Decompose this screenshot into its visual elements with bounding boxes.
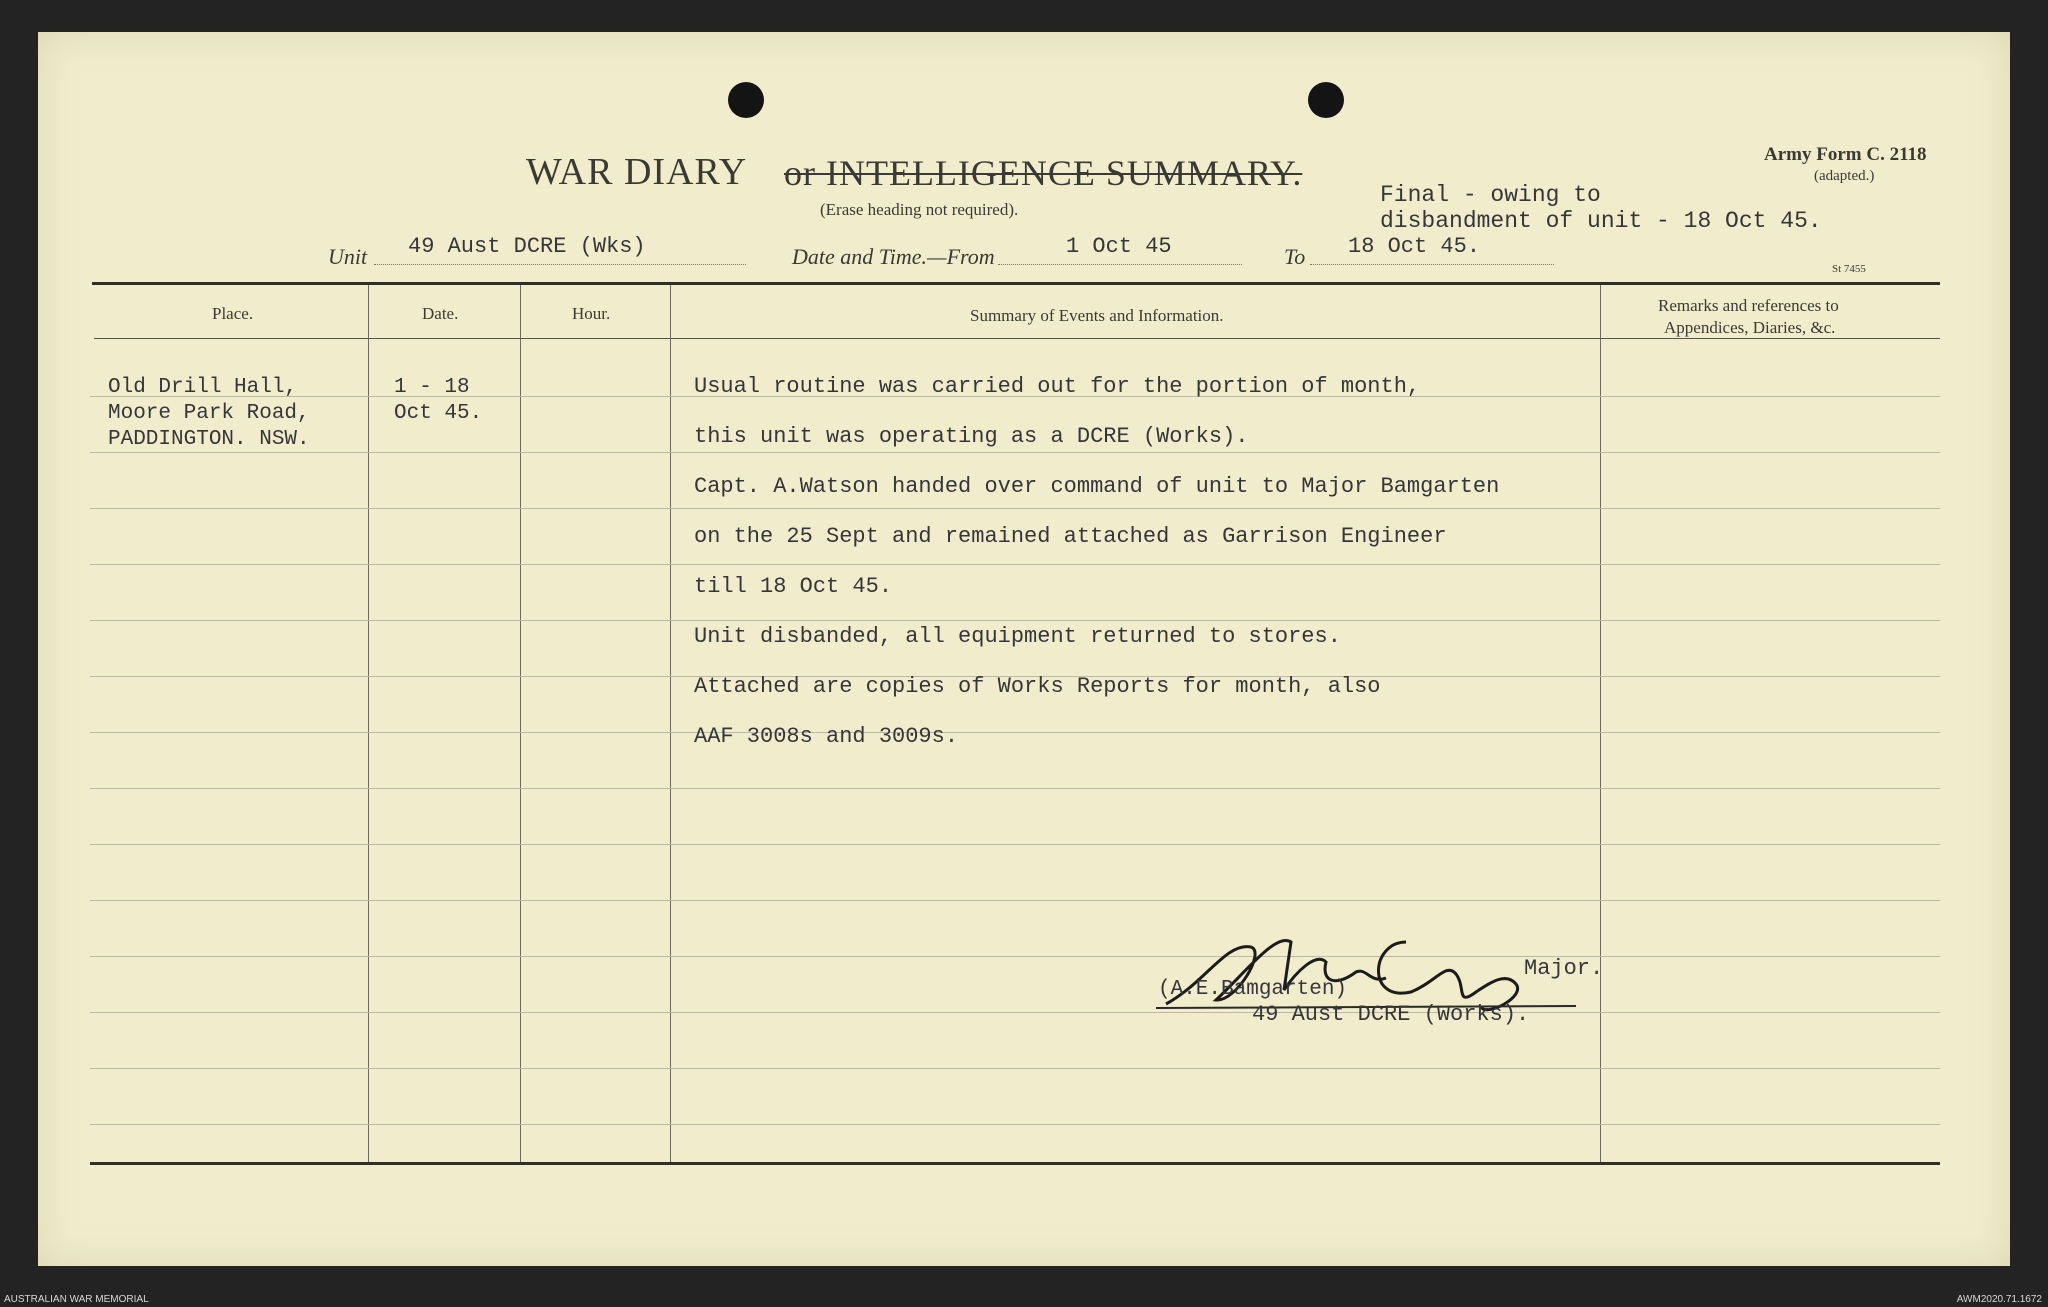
punch-hole-right xyxy=(1308,82,1344,118)
date-time-label: Date and Time.—From xyxy=(792,244,995,269)
summary-line-8: AAF 3008s and 3009s. xyxy=(694,724,959,749)
column-header-remarks-2: Appendices, Diaries, &c. xyxy=(1664,318,1836,337)
table-bottom-rule xyxy=(90,1162,1940,1165)
summary-line-6: Unit disbanded, all equipment returned to stores. xyxy=(694,624,1341,649)
summary-line-5: till 18 Oct 45. xyxy=(694,574,893,599)
column-header-date: Date. xyxy=(422,304,459,323)
ruled-line xyxy=(90,620,1940,621)
ruled-line xyxy=(90,732,1940,733)
form-title: WAR DIARY xyxy=(526,151,748,193)
ruled-line xyxy=(90,900,1940,901)
place-line-1: Old Drill Hall, xyxy=(108,376,298,399)
date-to-dotted-line xyxy=(1310,264,1554,265)
war-diary-form xyxy=(38,32,2010,1266)
header-divider xyxy=(94,338,1940,339)
final-note-line-1: Final - owing to xyxy=(1380,182,1601,208)
footer-credit: AUSTRALIAN WAR MEMORIAL xyxy=(4,1294,149,1305)
ruled-line xyxy=(90,788,1940,789)
ruled-line xyxy=(90,564,1940,565)
punch-hole-left xyxy=(728,82,764,118)
column-header-hour: Hour. xyxy=(572,304,611,323)
stock-number: St 7455 xyxy=(1832,263,1866,275)
footer-accession-number: AWM2020.71.1672 xyxy=(1956,1294,2042,1305)
summary-line-2: this unit was operating as a DCRE (Works). xyxy=(694,424,1249,449)
column-header-remarks-1: Remarks and references to xyxy=(1658,296,1839,315)
summary-line-4: on the 25 Sept and remained attached as Garrison Engineer xyxy=(694,524,1447,549)
date-line-1: 1 - 18 xyxy=(394,376,470,399)
column-divider-3 xyxy=(670,285,671,1162)
date-to: 18 Oct 45. xyxy=(1348,234,1481,259)
signature-name: (A.E.Bamgarten) xyxy=(1158,978,1348,1001)
army-form-number: Army Form C. 2118 xyxy=(1764,144,1927,165)
ruled-line xyxy=(90,956,1940,957)
unit-dotted-line xyxy=(374,264,746,265)
place-line-3: PADDINGTON. NSW. xyxy=(108,428,310,451)
to-label: To xyxy=(1284,244,1306,269)
place-line-2: Moore Park Road, xyxy=(108,402,310,425)
army-form-adapted: (adapted.) xyxy=(1814,168,1875,184)
final-note-line-2: disbandment of unit - 18 Oct 45. xyxy=(1380,208,1822,234)
column-divider-4 xyxy=(1600,285,1601,1162)
ruled-line xyxy=(90,508,1940,509)
column-header-place: Place. xyxy=(212,304,254,323)
column-divider-1 xyxy=(368,285,369,1162)
ruled-line xyxy=(90,844,1940,845)
table-top-rule xyxy=(92,282,1940,285)
summary-line-3: Capt. A.Watson handed over command of unit to Major Bamgarten xyxy=(694,474,1500,499)
column-divider-2 xyxy=(520,285,521,1162)
ruled-line xyxy=(90,1124,1940,1125)
date-from: 1 Oct 45 xyxy=(1066,234,1172,259)
summary-line-7: Attached are copies of Works Reports for month, also xyxy=(694,674,1381,699)
ruled-line xyxy=(90,1068,1940,1069)
form-title-struck: or INTELLIGENCE SUMMARY. xyxy=(784,153,1303,193)
ruled-line xyxy=(90,1012,1940,1013)
unit-value: 49 Aust DCRE (Wks) xyxy=(408,234,646,259)
column-header-summary: Summary of Events and Information. xyxy=(970,306,1224,325)
ruled-line xyxy=(90,452,1940,453)
date-line-2: Oct 45. xyxy=(394,402,483,425)
date-from-dotted-line xyxy=(998,264,1242,265)
signature-rank: Major. xyxy=(1524,956,1604,981)
unit-label: Unit xyxy=(328,244,368,269)
erase-heading-note: (Erase heading not required). xyxy=(820,200,1019,219)
summary-line-1: Usual routine was carried out for the portion of month, xyxy=(694,374,1421,399)
signature-unit: 49 Aust DCRE (Works). xyxy=(1252,1002,1530,1027)
